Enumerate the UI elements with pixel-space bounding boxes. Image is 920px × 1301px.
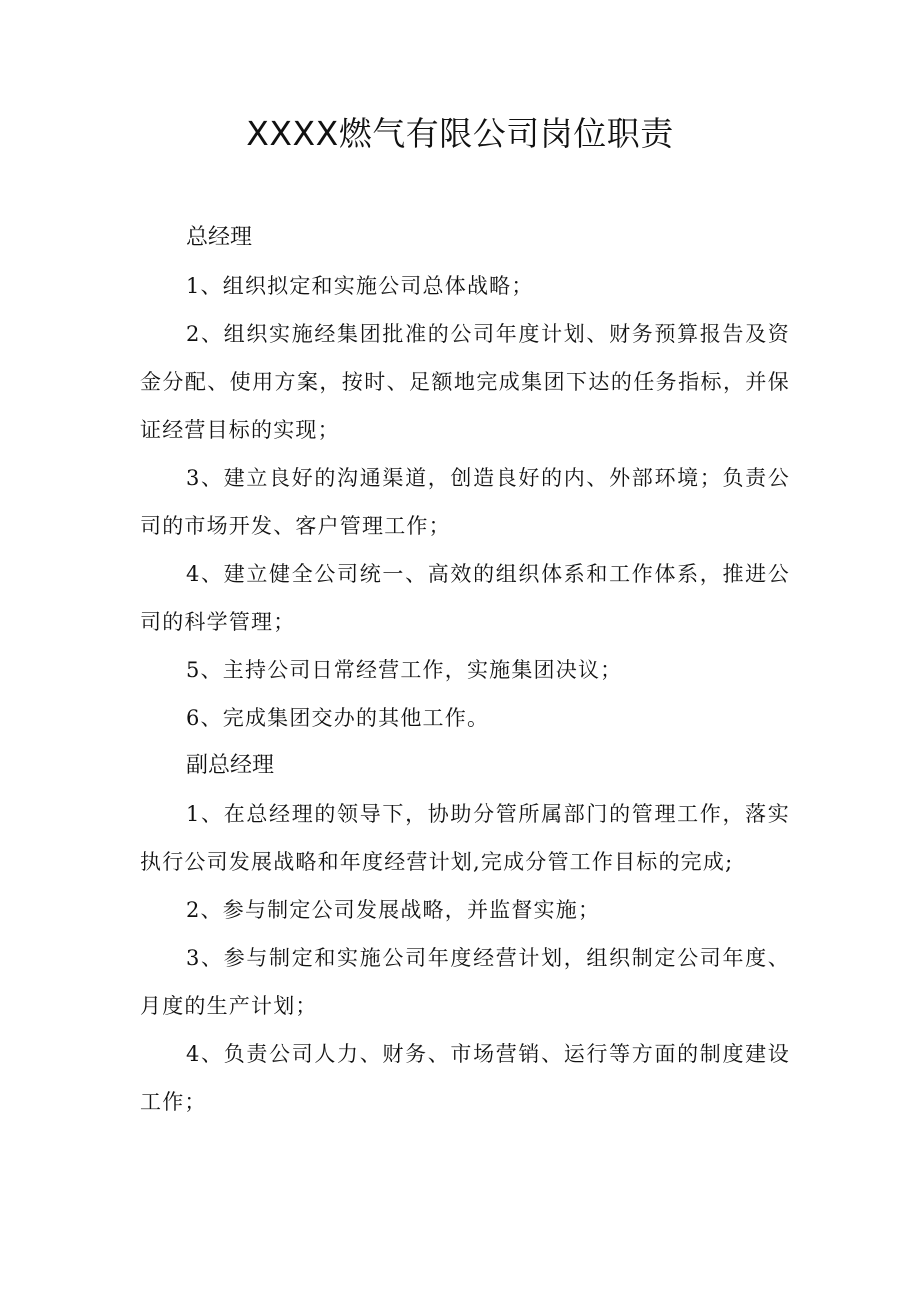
section-heading: 总经理 xyxy=(186,225,253,250)
document-body xyxy=(140,214,790,1126)
duty-item: 3、建立良好的沟通渠道，创造良好的内、外部环境；负责公司的市场开发、客户管理工作； xyxy=(140,466,790,538)
document-title: XXXX燃气有限公司岗位职责 xyxy=(246,114,674,153)
duty-item: 2、组织实施经集团批准的公司年度计划、财务预算报告及资金分配、使用方案，按时、足额地完成集团下达的任务指标，并保证经营目标的实现； xyxy=(140,322,790,442)
duty-item: 6、完成集团交办的其他工作。 xyxy=(186,706,490,730)
duty-item: 3、参与制定和实施公司年度经营计划，组织制定公司年度、月度的生产计划； xyxy=(140,946,790,1018)
section-heading: 副总经理 xyxy=(186,753,275,778)
section-deputy-general-manager xyxy=(140,742,790,1126)
duty-item: 1、组织拟定和实施公司总体战略； xyxy=(186,274,534,298)
duty-item: 5、主持公司日常经营工作，实施集团决议； xyxy=(186,658,623,682)
duty-item: 1、在总经理的领导下，协助分管所属部门的管理工作，落实执行公司发展战略和年度经营计划,完成分管工作目标的完成; xyxy=(140,802,790,874)
section-general-manager xyxy=(140,214,790,742)
duty-item: 2、参与制定公司发展战略，并监督实施； xyxy=(186,898,601,922)
duty-item: 4、负责公司人力、财务、市场营销、运行等方面的制度建设工作； xyxy=(140,1042,790,1114)
duty-item: 4、建立健全公司统一、高效的组织体系和工作体系，推进公司的科学管理； xyxy=(140,562,790,634)
